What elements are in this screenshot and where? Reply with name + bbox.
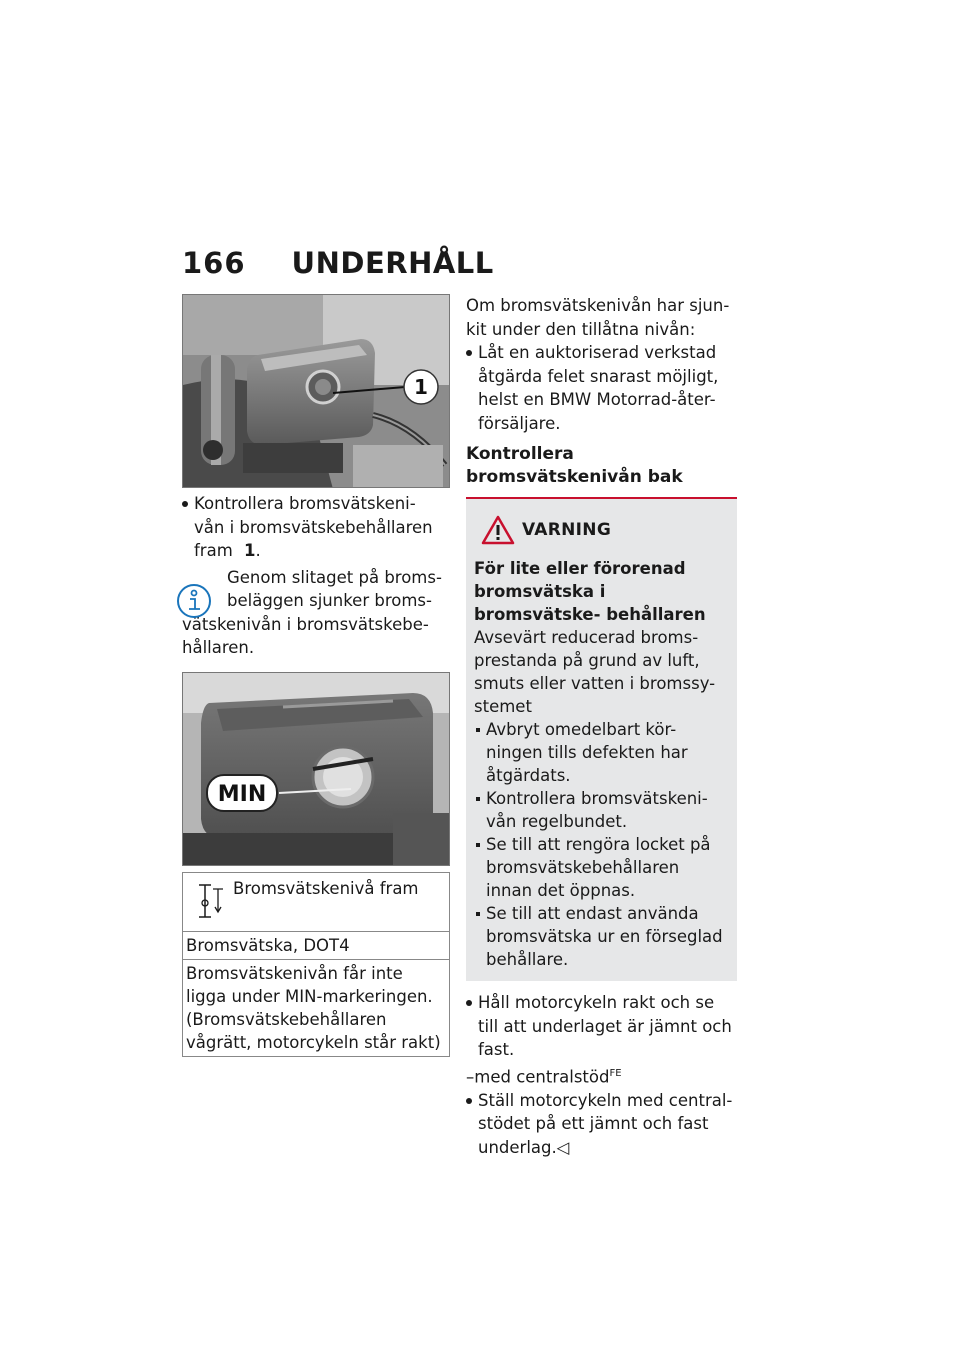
warning-text: Avsevärt reducerad broms- prestanda på grund av luft, smuts eller vatten i bromssy- stemet bbox=[474, 628, 716, 716]
page-number: 166 bbox=[182, 246, 246, 280]
warning-label: VARNING bbox=[522, 520, 612, 540]
warning-item: Se till att endast använda bromsvätska ur en förseglad behållare. bbox=[474, 902, 729, 971]
photo-callout-1: 1 bbox=[414, 375, 428, 399]
warning-item: Kontrollera bromsvätskeni- vån regelbundet. bbox=[474, 787, 729, 833]
spec-title: Bromsvätskenivå fram bbox=[233, 878, 419, 898]
warning-box bbox=[466, 499, 737, 981]
brake-reservoir-photo bbox=[182, 294, 450, 488]
bullet-dot bbox=[466, 350, 472, 356]
warning-triangle-icon bbox=[480, 514, 516, 546]
spec-row: Bromsvätskenivån får inte ligga under MIN-markeringen. (Bromsvätskebehållaren vågrätt, motorcykeln står rakt) bbox=[186, 963, 441, 1052]
list-item bbox=[466, 341, 737, 435]
right-column bbox=[466, 294, 737, 1159]
spec-row: Bromsvätska, DOT4 bbox=[183, 932, 449, 960]
warning-subtitle: För lite eller förorenad bromsvätska i bromsvätske- behållaren bbox=[474, 559, 706, 624]
bullet-text: Håll motorcykeln rakt och se till att underlaget är jämnt och fast. bbox=[478, 993, 732, 1059]
info-text-rest: vätskenivån i bromsvätskebe- hållaren. bbox=[182, 614, 429, 657]
level-gauge-icon bbox=[195, 881, 225, 919]
left-column bbox=[182, 294, 451, 1057]
end-mark: ◁ bbox=[556, 1137, 570, 1157]
condition-line bbox=[466, 1062, 737, 1089]
condition-text: –med centralstöd bbox=[466, 1067, 610, 1086]
spec-table bbox=[182, 872, 450, 1057]
warning-item: Avbryt omedelbart kör- ningen tills defekten har åtgärdats. bbox=[474, 718, 729, 787]
list-item bbox=[466, 1089, 737, 1160]
spec-table-header bbox=[183, 873, 449, 932]
intro-text: Om bromsvätskenivån har sjun- kit under den tillåtna nivån: bbox=[466, 296, 730, 339]
list-item bbox=[182, 492, 451, 563]
page-header bbox=[182, 246, 494, 282]
info-note bbox=[182, 566, 451, 660]
bullet-text: Ställ motorcykeln med central- stödet på ett jämnt och fast underlag. bbox=[478, 1090, 733, 1157]
info-text-first: Genom slitaget på broms- beläggen sjunker broms- bbox=[227, 567, 442, 610]
bullet-dot bbox=[182, 501, 188, 507]
bullet-text: Kontrollera bromsvätskeni- vån i bromsvätskebehållaren fram bbox=[194, 494, 433, 560]
min-mark-photo bbox=[182, 672, 450, 866]
warning-title bbox=[474, 513, 729, 547]
callout-reference: 1 bbox=[244, 541, 256, 560]
bullet-dot bbox=[466, 1000, 472, 1006]
bullet-dot bbox=[466, 1098, 472, 1104]
condition-superscript: FE bbox=[609, 1067, 622, 1079]
chapter-title: UNDERHÅLL bbox=[291, 246, 494, 280]
list-item bbox=[466, 991, 737, 1062]
bullet-end: . bbox=[255, 541, 261, 560]
warning-item: Se till att rengöra locket på bromsvätskebehållaren innan det öppnas. bbox=[474, 833, 729, 902]
bullet-text: Låt en auktoriserad verkstad åtgärda felet snarast möjligt, helst en BMW Motorrad-åter- försäljare. bbox=[478, 343, 719, 433]
section-heading: Kontrollera bromsvätskenivån bak bbox=[466, 444, 683, 487]
min-label: MIN bbox=[217, 781, 267, 807]
info-icon bbox=[174, 581, 214, 621]
